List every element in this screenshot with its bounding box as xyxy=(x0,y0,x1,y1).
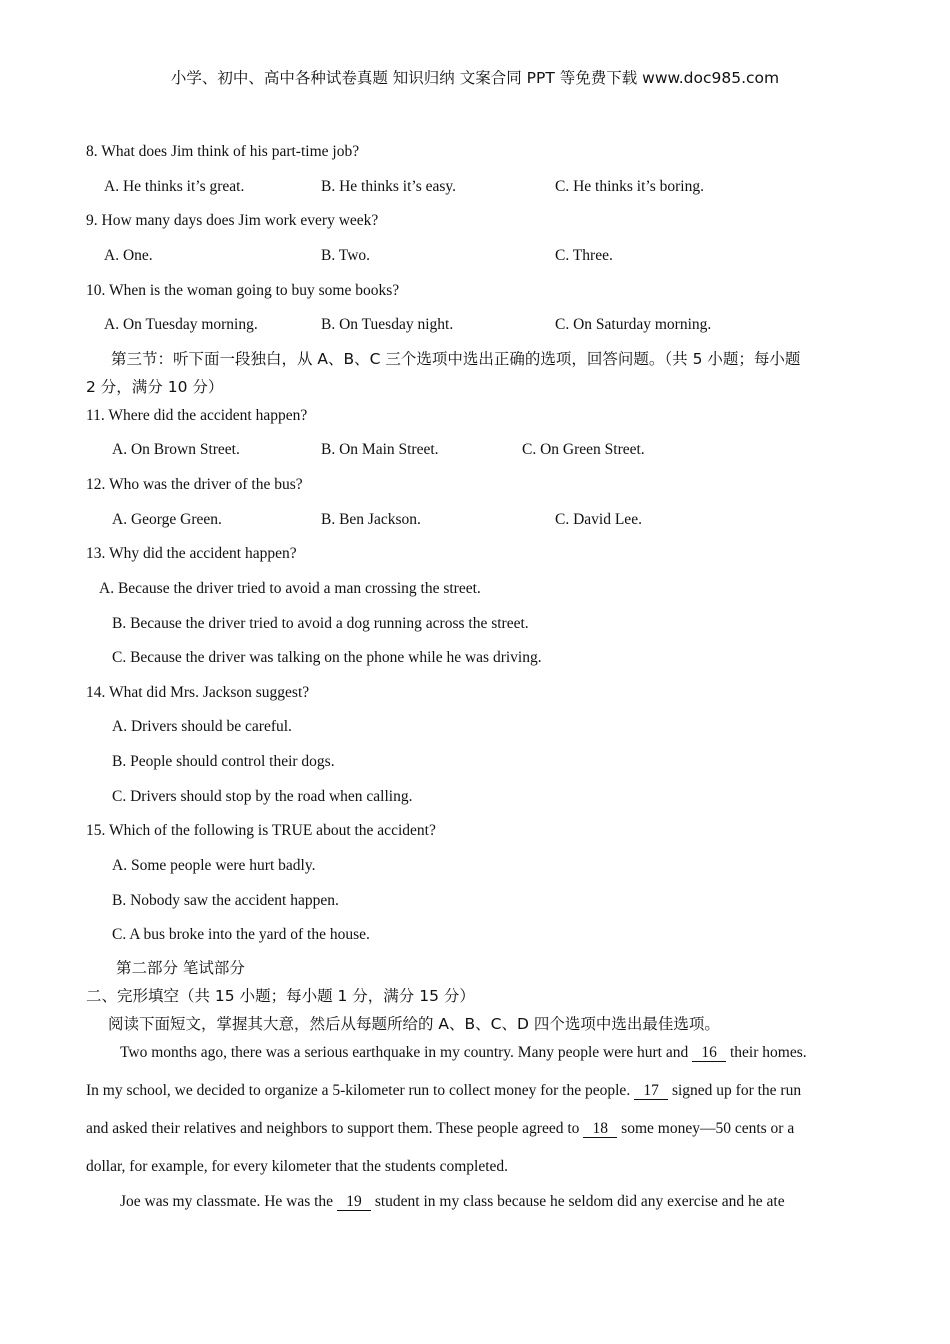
option-11a: A. On Brown Street. xyxy=(112,441,240,458)
passage-text: student in my class because he seldom did any exercise and he ate xyxy=(370,1193,785,1210)
passage-text: In my school, we decided to organize a 5-kilometer run to collect money for the people. xyxy=(86,1082,635,1099)
option-9b: B. Two. xyxy=(321,247,371,264)
option-12a: A. George Green. xyxy=(112,511,222,528)
question-12: 12. Who was the driver of the bus? xyxy=(86,476,303,493)
passage-line xyxy=(120,1193,785,1211)
passage-text: their homes. xyxy=(726,1044,807,1061)
option-14a: A. Drivers should be careful. xyxy=(112,718,292,735)
option-15b: B. Nobody saw the accident happen. xyxy=(112,892,339,909)
blank-18: 18 xyxy=(583,1121,617,1138)
option-9c: C. Three. xyxy=(555,247,613,264)
option-14b: B. People should control their dogs. xyxy=(112,753,335,770)
option-8c: C. He thinks it’s boring. xyxy=(555,178,704,195)
option-10a: A. On Tuesday morning. xyxy=(104,316,258,333)
question-15: 15. Which of the following is TRUE about the accident? xyxy=(86,822,436,839)
option-12c: C. David Lee. xyxy=(555,511,642,528)
option-12b: B. Ben Jackson. xyxy=(321,511,421,528)
question-10: 10. When is the woman going to buy some books? xyxy=(86,282,400,299)
section-3-instruction: 第三节：听下面一段独白，从 A、B、C 三个选项中选出正确的选项，回答问题。（共 5 小题；每小题 xyxy=(111,350,801,368)
page-header: 小学、初中、高中各种试卷真题 知识归纳 文案合同 PPT 等免费下载 www.doc985.com xyxy=(170,69,780,87)
passage-line xyxy=(86,1082,801,1100)
question-11: 11. Where did the accident happen? xyxy=(86,407,308,424)
part-2-heading: 第二部分 笔试部分 xyxy=(116,959,245,977)
blank-19: 19 xyxy=(337,1194,371,1211)
blank-16: 16 xyxy=(692,1045,726,1062)
option-13c: C. Because the driver was talking on the phone while he was driving. xyxy=(112,649,542,666)
cloze-instruction: 阅读下面短文，掌握其大意，然后从每题所给的 A、B、C、D 四个选项中选出最佳选项。 xyxy=(108,1015,720,1033)
question-9: 9. How many days does Jim work every week? xyxy=(86,212,379,229)
option-13b: B. Because the driver tried to avoid a dog running across the street. xyxy=(112,615,529,632)
passage-text: Two months ago, there was a serious earthquake in my country. Many people were hurt and xyxy=(120,1044,693,1061)
question-14: 14. What did Mrs. Jackson suggest? xyxy=(86,684,310,701)
option-13a: A. Because the driver tried to avoid a man crossing the street. xyxy=(99,580,481,597)
passage-text: some money—50 cents or a xyxy=(617,1120,795,1137)
option-11c: C. On Green Street. xyxy=(522,441,645,458)
question-8: 8. What does Jim think of his part-time job? xyxy=(86,143,360,160)
option-10c: C. On Saturday morning. xyxy=(555,316,712,333)
passage-line: dollar, for example, for every kilometer that the students completed. xyxy=(86,1158,509,1175)
passage-text: and asked their relatives and neighbors to support them. These people agreed to xyxy=(86,1120,584,1137)
option-8b: B. He thinks it’s easy. xyxy=(321,178,457,195)
option-15c: C. A bus broke into the yard of the house. xyxy=(112,926,370,943)
option-9a: A. One. xyxy=(104,247,153,264)
passage-text: Joe was my classmate. He was the xyxy=(120,1193,337,1210)
section-3-instruction-cont: 2 分，满分 10 分） xyxy=(86,378,224,396)
passage-line xyxy=(120,1044,807,1062)
passage-text: signed up for the run xyxy=(668,1082,802,1099)
cloze-heading: 二、完形填空（共 15 小题；每小题 1 分，满分 15 分） xyxy=(86,987,475,1005)
option-8a: A. He thinks it’s great. xyxy=(104,178,245,195)
question-13: 13. Why did the accident happen? xyxy=(86,545,297,562)
passage-line xyxy=(86,1120,794,1138)
option-11b: B. On Main Street. xyxy=(321,441,439,458)
option-10b: B. On Tuesday night. xyxy=(321,316,454,333)
option-14c: C. Drivers should stop by the road when calling. xyxy=(112,788,413,805)
option-15a: A. Some people were hurt badly. xyxy=(112,857,316,874)
blank-17: 17 xyxy=(634,1083,668,1100)
